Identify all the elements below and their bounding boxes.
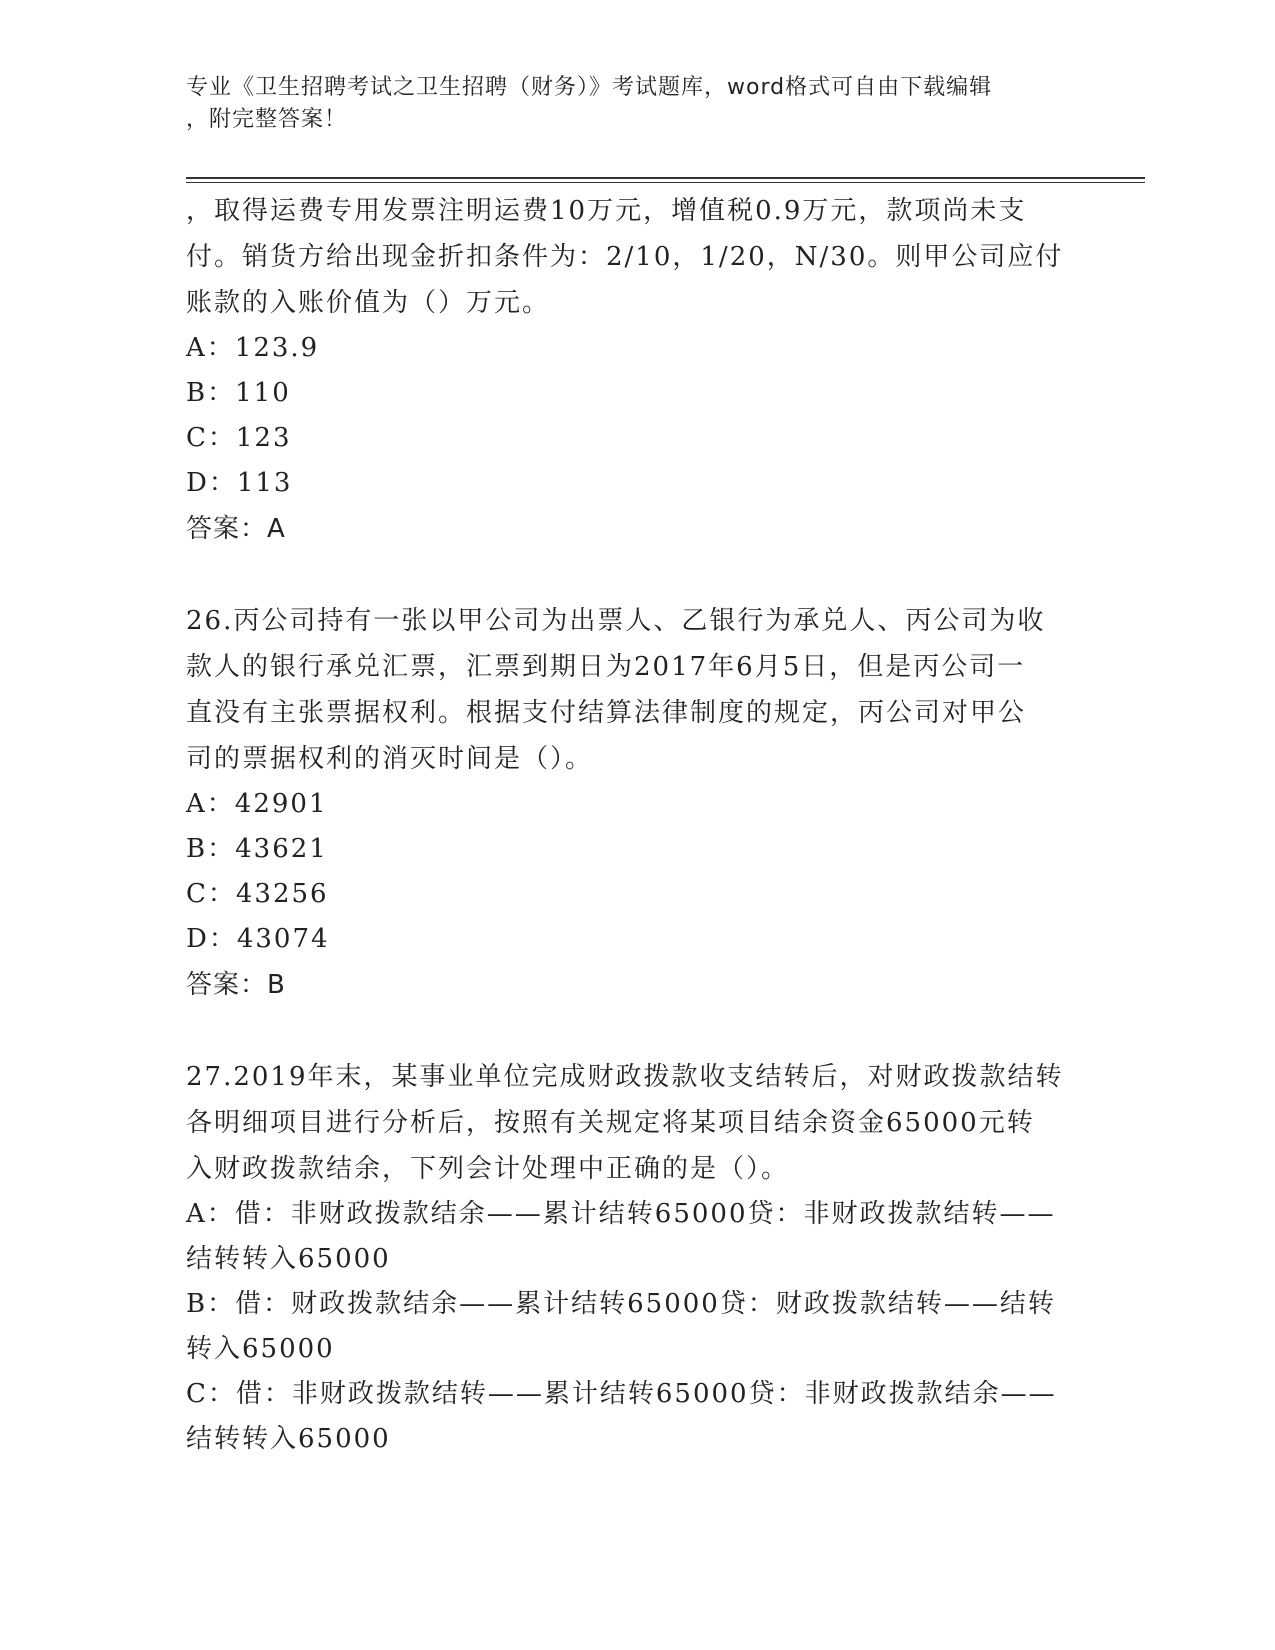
question-line: 司的票据权利的消灭时间是（）。 [186,744,594,774]
option-d: D：113 [186,468,293,498]
spacer [186,552,1086,598]
option-a: A：借：非财政拨款结余——累计结转65000贷：非财政拨款结转—— [186,1199,1056,1229]
answer-label: 答案：B [186,970,286,1000]
option-b: B：43621 [186,834,328,864]
header-line-2: ，附完整答案！ [186,107,348,132]
option-a: A：42901 [186,789,328,819]
page-header [186,72,1066,136]
question-line: 入财政拨款结余，下列会计处理中正确的是（）。 [186,1154,790,1184]
option-c-continued: 结转转入65000 [186,1424,391,1454]
question-line: 27.2019年末，某事业单位完成财政拨款收支结转后，对财政拨款结转 [186,1062,1064,1092]
question-line: ，取得运费专用发票注明运费10万元，增值税0.9万元，款项尚未支 [186,196,1027,226]
spacer [186,1008,1086,1054]
header-line-1: 专业《卫生招聘考试之卫生招聘（财务）》考试题库，word格式可自由下载编辑 [186,75,993,100]
question-line: 各明细项目进行分析后，按照有关规定将某项目结余资金65000元转 [186,1108,1035,1138]
question-26 [186,598,1086,1008]
header-rule-thin [186,182,1145,183]
document-body [186,188,1086,1462]
option-a: A：123.9 [186,333,320,363]
question-line: 直没有主张票据权利。根据支付结算法律制度的规定，丙公司对甲公 [186,698,1027,728]
question-line: 款人的银行承兑汇票，汇票到期日为2017年6月5日，但是丙公司一 [186,652,1026,682]
option-c: C：123 [186,423,292,453]
option-b: B：借：财政拨款结余——累计结转65000贷：财政拨款结转——结转 [186,1289,1056,1319]
question-line: 26.丙公司持有一张以甲公司为出票人、乙银行为承兑人、丙公司为收 [186,606,1046,636]
question-line: 账款的入账价值为（）万元。 [186,288,551,318]
question-25 [186,188,1086,552]
question-27 [186,1054,1086,1462]
option-b-continued: 转入65000 [186,1334,335,1364]
option-b: B：110 [186,378,291,408]
answer-label: 答案：A [186,514,286,544]
option-c: C：借：非财政拨款结转——累计结转65000贷：非财政拨款结余—— [186,1379,1057,1409]
option-d: D：43074 [186,924,330,954]
option-a-continued: 结转转入65000 [186,1244,391,1274]
option-c: C：43256 [186,879,329,909]
header-rule-thick [186,177,1145,179]
question-line: 付。销货方给出现金折扣条件为：2/10，1/20，N/30。则甲公司应付 [186,242,1064,272]
